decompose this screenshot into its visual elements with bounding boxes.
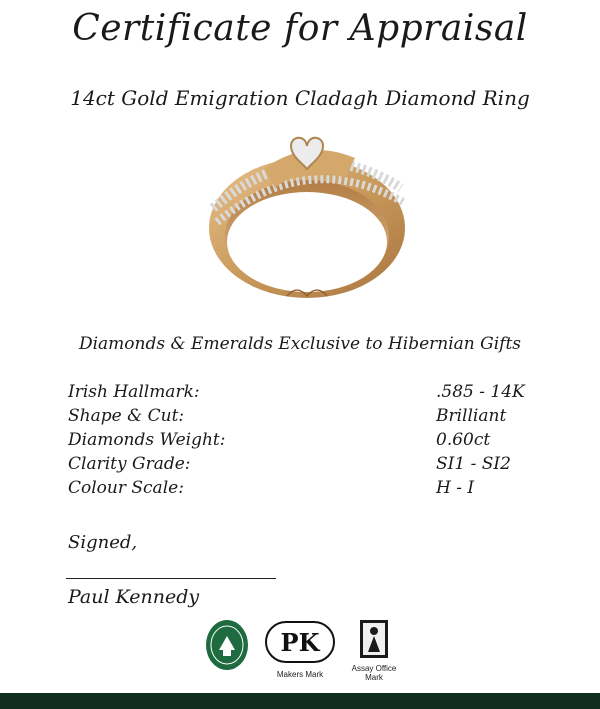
- signer-name: Paul Kennedy: [68, 586, 200, 608]
- makers-mark-caption: Makers Mark: [276, 670, 324, 679]
- assay-seal-mark: [204, 618, 250, 676]
- assay-office-caption-2: Mark: [365, 673, 383, 682]
- spec-row-hallmark: [68, 380, 548, 404]
- exclusive-tagline: Diamonds & Emeralds Exclusive to Hibernian Gifts: [78, 334, 522, 354]
- spec-value: H - I: [436, 478, 475, 498]
- specs-list: [68, 380, 548, 500]
- signature-line: [66, 578, 276, 579]
- spec-value: 0.60ct: [436, 430, 491, 450]
- spec-label: Clarity Grade:: [68, 454, 191, 474]
- spec-value: .585 - 14K: [436, 382, 525, 402]
- spec-label: Colour Scale:: [68, 478, 184, 498]
- makers-mark: [264, 618, 336, 679]
- hallmark-marks: [204, 618, 404, 690]
- spec-label: Shape & Cut:: [68, 406, 185, 426]
- spec-row-clarity: [68, 452, 548, 476]
- makers-initials: PK: [280, 628, 320, 657]
- spec-row-shape-cut: [68, 404, 548, 428]
- spec-label: Irish Hallmark:: [68, 382, 200, 402]
- spec-value: Brilliant: [436, 406, 507, 426]
- assay-office-mark: [346, 618, 402, 682]
- spec-value: SI1 - SI2: [436, 454, 511, 474]
- spec-label: Diamonds Weight:: [68, 430, 226, 450]
- spec-row-weight: [68, 428, 548, 452]
- certificate-title: Certificate for Appraisal: [72, 8, 528, 49]
- assay-office-caption-1: Assay Office: [351, 664, 397, 673]
- spec-row-colour: [68, 476, 548, 500]
- ring-image: [195, 118, 415, 318]
- footer-bar: [0, 693, 600, 709]
- signed-label: Signed,: [68, 532, 138, 553]
- product-name: 14ct Gold Emigration Cladagh Diamond Ring: [70, 86, 530, 110]
